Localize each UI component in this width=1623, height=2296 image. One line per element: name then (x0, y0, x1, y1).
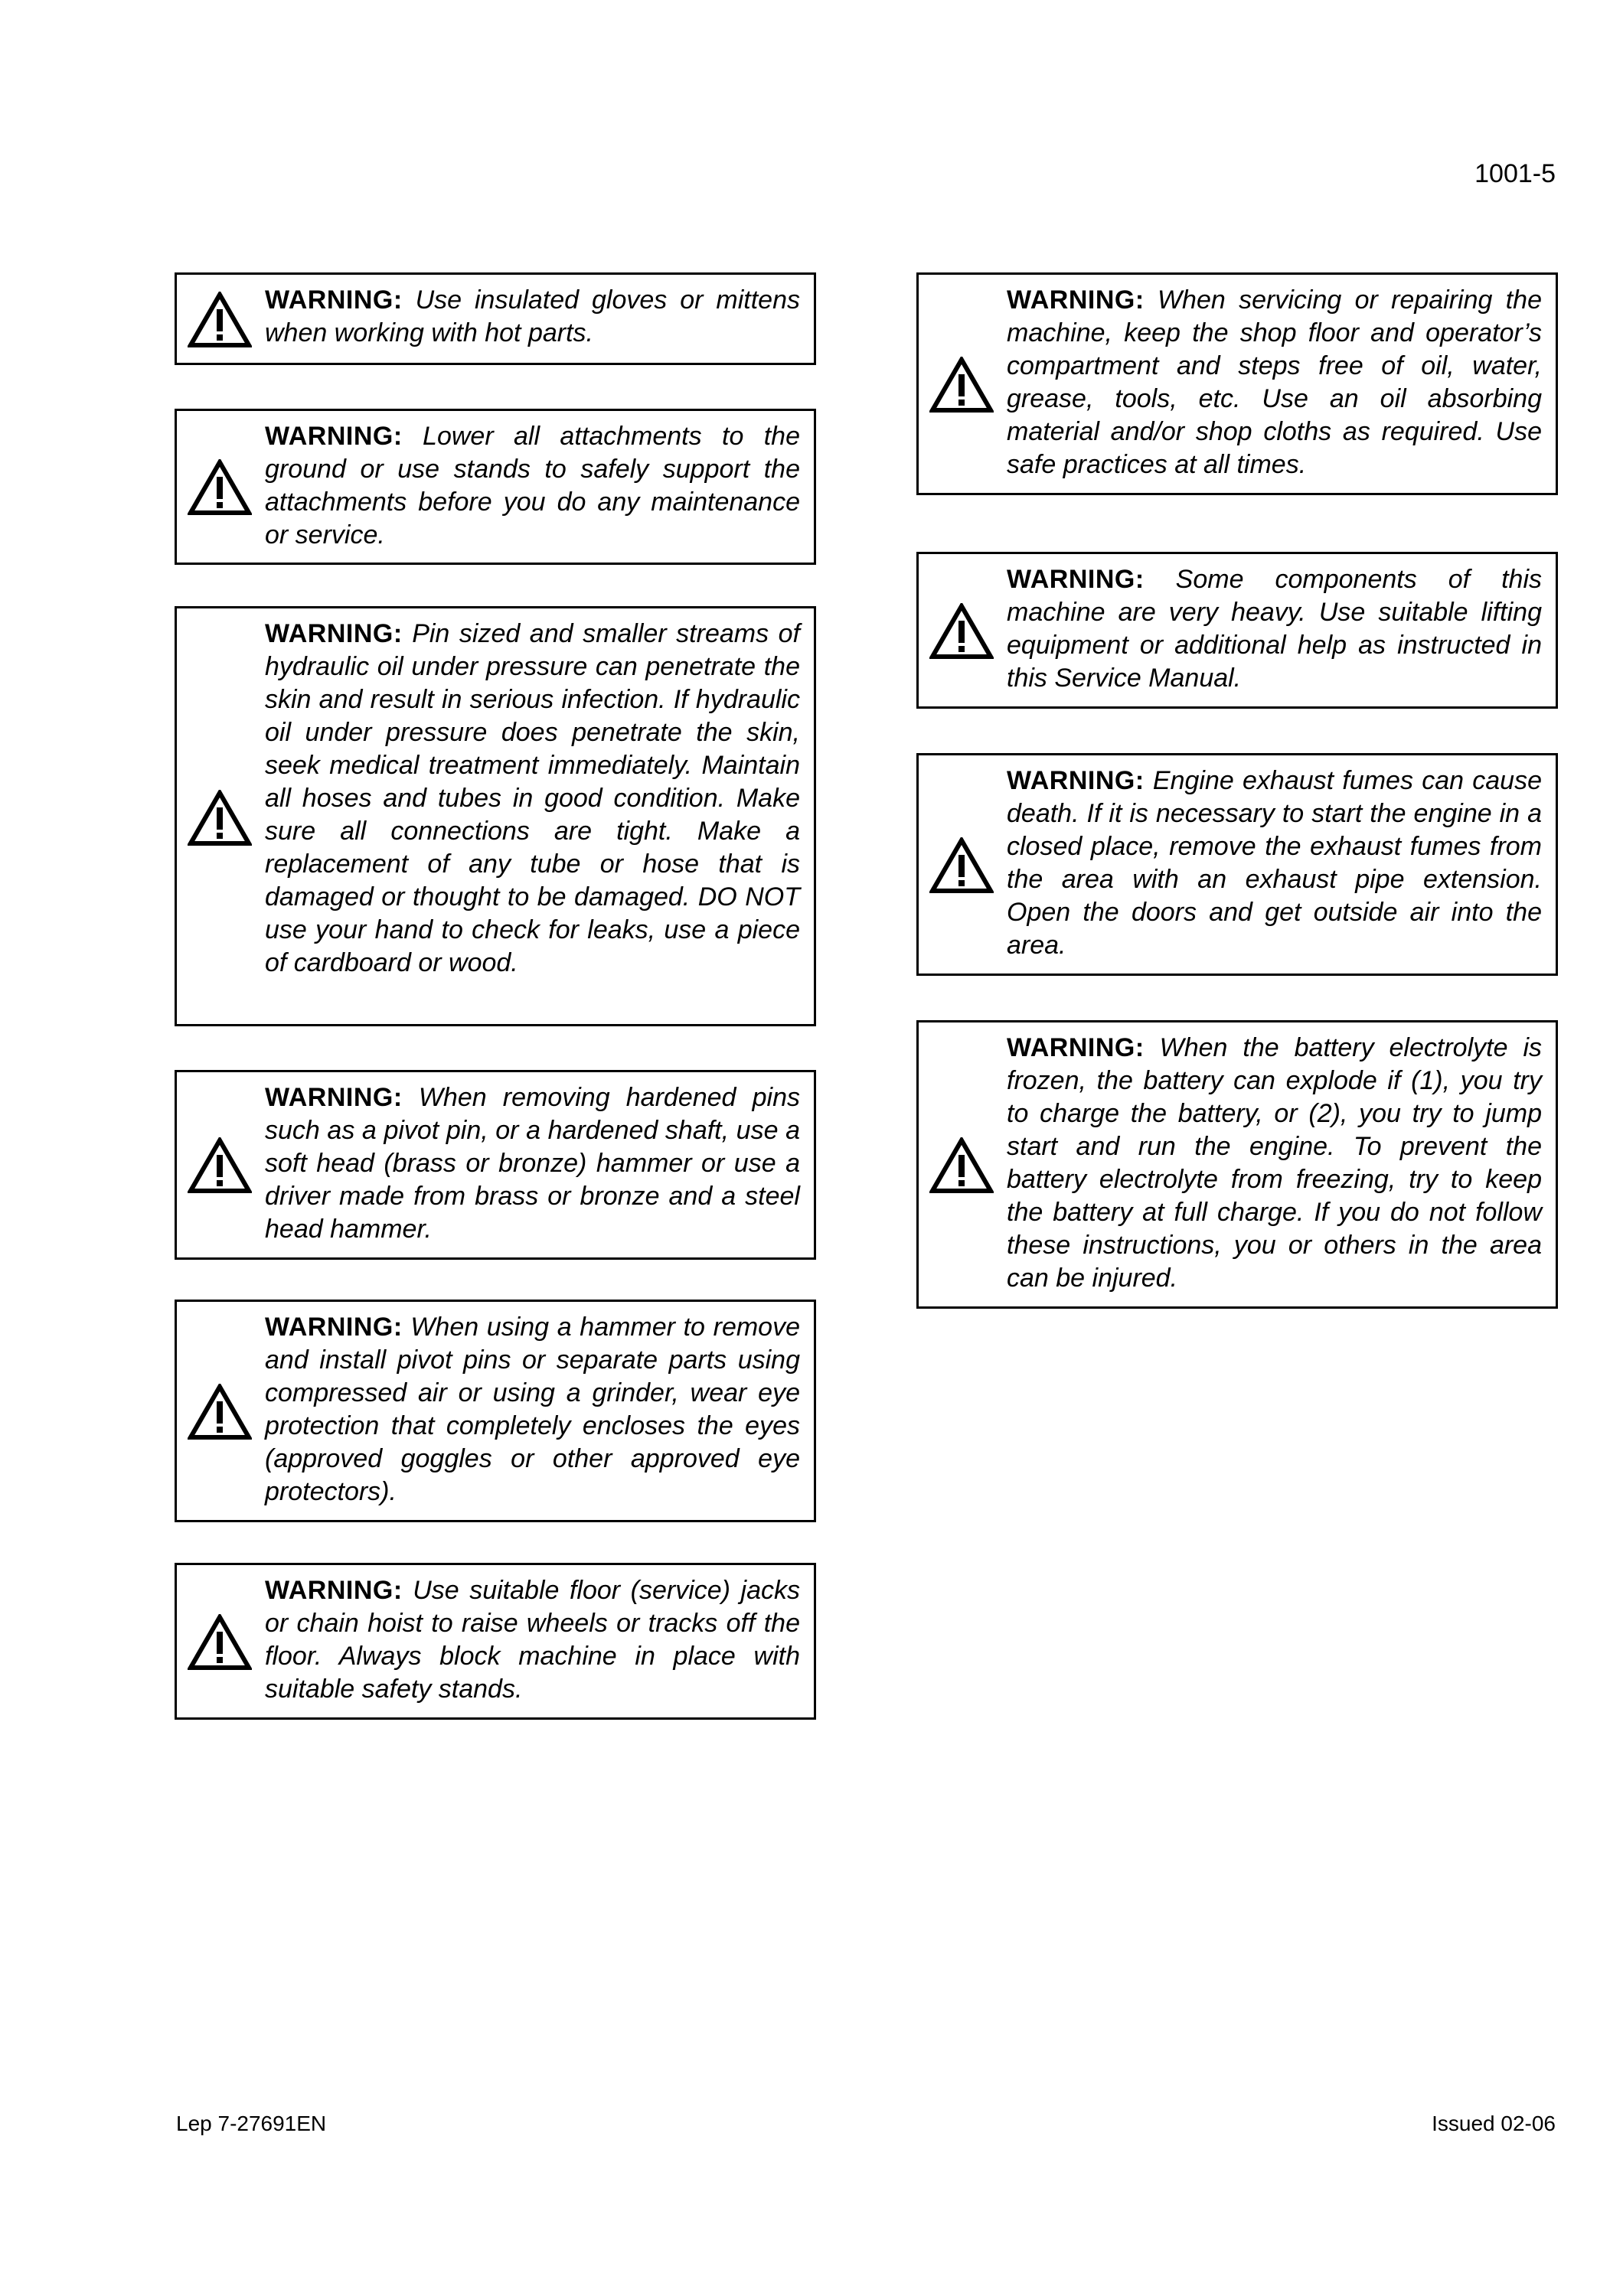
warning-triangle-icon (929, 837, 994, 894)
warning-box-lower-attachments (175, 409, 816, 565)
warning-box-floor-jacks (175, 1563, 816, 1720)
warning-label: WARNING: (265, 1576, 403, 1605)
warning-triangle-icon (188, 1137, 252, 1194)
warning-text (265, 420, 800, 552)
warning-label: WARNING: (265, 1313, 403, 1342)
warning-message: Lower all attachments to the ground or use stands to safely support the attachments before you do any maintenance or service. (265, 422, 801, 550)
warning-message: When using a hammer to remove and install pivot pins or separate parts using compressed air or using a grinder, wear eye protection that completely encloses the eyes (approved goggles or other approved eye protectors). (265, 1313, 800, 1506)
warning-triangle-icon (188, 1384, 252, 1440)
warning-triangle-icon (929, 603, 994, 660)
warning-text (265, 284, 800, 350)
warning-label: WARNING: (265, 619, 403, 648)
warning-message: When removing hardened pins such as a pivot pin, or a hardened shaft, use a soft head (brass or bronze) hammer or use a driver made from brass or bronze and a steel head hammer. (265, 1083, 800, 1244)
warning-message: When the battery electrolyte is frozen, the battery can explode if (1), you try to charge the battery, or (2), you try to jump start and run the engine. To prevent the battery electrolyte from freezing, try to keep the battery at full charge. If you do not follow these instructions, you or others in the area can be injured. (1007, 1033, 1542, 1293)
warning-box-hydraulic-oil (175, 606, 816, 1026)
warning-triangle-icon (188, 459, 252, 516)
document-code: Lep 7-27691EN (176, 2112, 327, 2135)
warning-text (1007, 284, 1542, 481)
warning-message: When servicing or repairing the machine, keep the shop floor and operator’s compartment and steps free of oil, water, grease, tools, etc. Use an oil absorbing material and/or shop cloths as required. Use safe practices at all times. (1007, 285, 1542, 479)
warning-text (1007, 1032, 1542, 1295)
warning-box-eye-protection (175, 1300, 816, 1522)
warning-triangle-icon (929, 1137, 994, 1194)
issue-date: Issued 02-06 (1432, 2112, 1556, 2135)
warning-triangle-icon (929, 357, 994, 413)
warning-label: WARNING: (265, 422, 403, 451)
warning-label: WARNING: (265, 1083, 403, 1112)
warning-text (265, 1311, 800, 1508)
warning-box-hardened-pins (175, 1070, 816, 1260)
warning-message: Use insulated gloves or mittens when working with hot parts. (265, 285, 800, 347)
warning-text (265, 618, 800, 980)
warning-triangle-icon (188, 790, 252, 846)
warning-label: WARNING: (1007, 1033, 1145, 1062)
warning-triangle-icon (188, 292, 252, 348)
warning-message: Use suitable floor (service) jacks or chain hoist to raise wheels or tracks off the floor. Always block machine in place with suitable safety stands. (265, 1576, 800, 1704)
page-number: 1001-5 (1474, 159, 1556, 188)
warning-message: Some components of this machine are very heavy. Use suitable lifting equipment or additional help as instructed in this Service Manual. (1007, 565, 1542, 693)
warning-box-hot-parts (175, 272, 816, 365)
warning-label: WARNING: (265, 285, 403, 315)
warning-triangle-icon (188, 1614, 252, 1671)
warning-text (265, 1081, 800, 1246)
warning-message: Pin sized and smaller streams of hydraulic oil under pressure can penetrate the skin and result in serious infection. If hydraulic oil under pressure does penetrate the skin, seek medical treatment immediately. Maintain all hoses and tubes in good condition. Make sure all connections are tight. Make a replacement of any tube or hose that is damaged or thought to be damaged. DO NOT use your hand to check for leaks, use a piece of cardboard or wood. (265, 619, 800, 977)
warning-label: WARNING: (1007, 285, 1145, 315)
warning-box-exhaust-fumes (916, 753, 1558, 976)
warning-box-shop-floor (916, 272, 1558, 495)
warning-text (1007, 765, 1542, 962)
warning-message: Engine exhaust fumes can cause death. If it is necessary to start the engine in a closed place, remove the exhaust fumes from the area with an exhaust pipe extension. Open the doors and get outside air into the area. (1007, 766, 1542, 960)
warning-text (1007, 563, 1542, 695)
warning-box-battery-electrolyte (916, 1020, 1558, 1309)
warning-text (265, 1574, 800, 1706)
warning-box-heavy-components (916, 552, 1558, 709)
warning-label: WARNING: (1007, 565, 1145, 594)
warning-label: WARNING: (1007, 766, 1145, 795)
